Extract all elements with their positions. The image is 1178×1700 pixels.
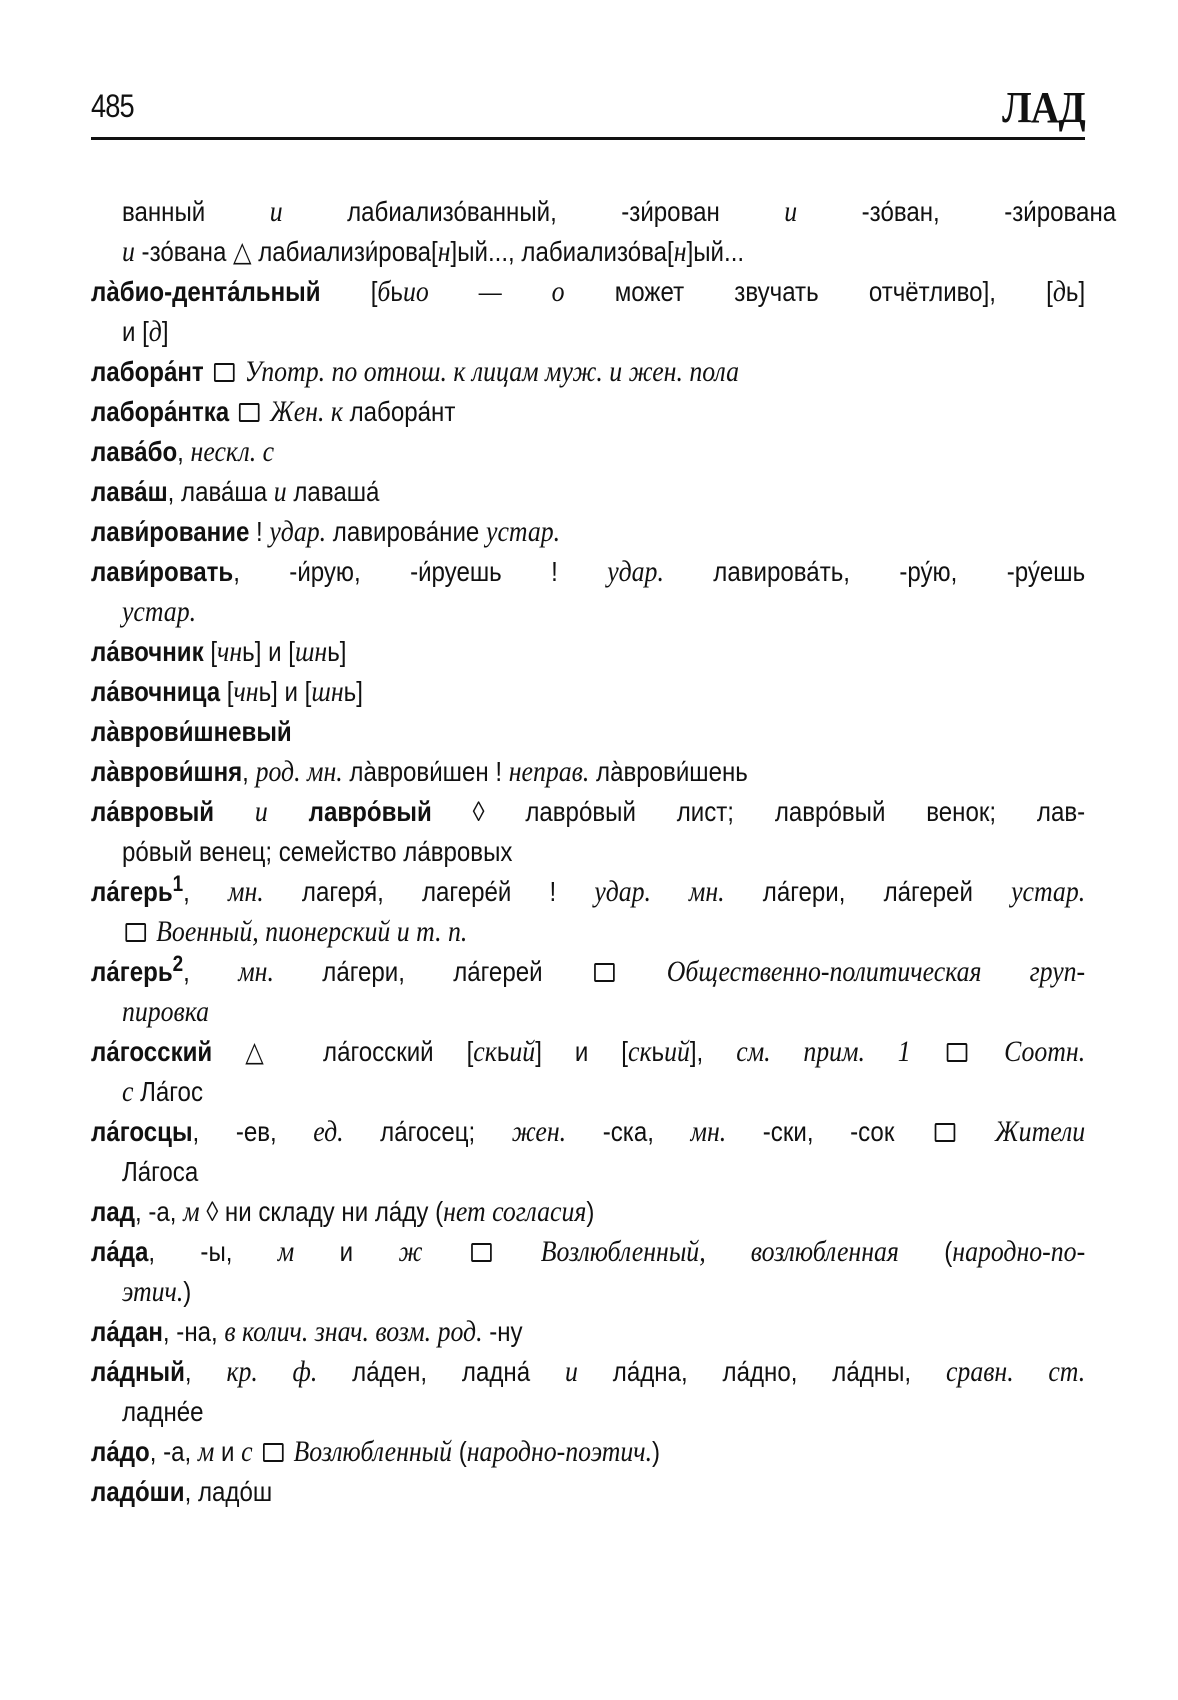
entry-text xyxy=(253,1436,260,1467)
entry-text: -зо́ван, -зи́рована xyxy=(797,196,1117,227)
entry-text: -ски, -сок xyxy=(726,1116,931,1147)
italic-note: и xyxy=(254,795,268,828)
italic-note: шн xyxy=(294,635,328,668)
italic-note: и xyxy=(273,475,287,508)
entry-text: [ xyxy=(220,676,234,707)
entry-continuation-line xyxy=(91,592,1116,632)
entry-continuation-line xyxy=(91,232,1116,272)
entry-line xyxy=(91,632,1085,672)
entry-text xyxy=(422,1236,467,1267)
entry-text: лавирова́ть, -ру́ю, -ру́ешь xyxy=(663,556,1086,587)
entry-text: ! xyxy=(249,516,270,547)
entry-text: лабора́нт xyxy=(342,396,456,427)
entry-text: ь] xyxy=(343,676,363,707)
entry-text: -ну xyxy=(482,1316,523,1347)
italic-note: с xyxy=(241,1435,253,1468)
italic-note: н xyxy=(673,235,687,268)
italic-note: м xyxy=(277,1235,295,1268)
italic-note: б xyxy=(377,275,391,308)
entry-text xyxy=(229,396,236,427)
headword: ла́дный xyxy=(91,1356,185,1387)
entry-text: ь] xyxy=(327,636,347,667)
entry-text: ь] xyxy=(1065,276,1086,307)
box-icon xyxy=(594,963,615,982)
entry-text: , ладо́ш xyxy=(184,1476,273,1507)
headword: ла́вровый xyxy=(91,796,215,827)
entry-text: Ла́гос xyxy=(133,1076,204,1107)
entry-line xyxy=(91,472,1085,512)
entry-text: , xyxy=(183,876,229,907)
headword: лабора́нт xyxy=(91,356,204,387)
dictionary-entries xyxy=(91,192,1117,1512)
homonym-index: 2 xyxy=(172,951,184,976)
entry-continuation-line xyxy=(91,1152,1116,1192)
headword: лава́бо xyxy=(91,436,178,467)
italic-note: неправ. xyxy=(508,755,590,788)
italic-note: и xyxy=(269,195,283,228)
entry-text xyxy=(204,356,211,387)
entry-text: и [ xyxy=(121,316,149,347)
italic-note: ий xyxy=(509,1035,536,1068)
header-rule xyxy=(91,137,1085,140)
entry-text: , -и́рую, -и́руешь ! xyxy=(233,556,608,587)
headword: ла́герь xyxy=(91,876,173,907)
italic-note: д xyxy=(148,315,162,348)
entry-text: ) xyxy=(586,1196,595,1227)
entry-text xyxy=(495,1236,540,1267)
entry-text: , xyxy=(184,1356,227,1387)
italic-note: Соотн. xyxy=(1004,1035,1086,1068)
italic-note: Возлюбленный, возлюбленная xyxy=(540,1235,899,1268)
entry-text: ], xyxy=(689,1036,737,1067)
entry-text: , лава́ша xyxy=(167,476,274,507)
entry-continuation-line xyxy=(91,312,1116,352)
entry-line xyxy=(91,672,1085,712)
headword: ладо́ши xyxy=(91,1476,185,1507)
italic-note: кр. ф. xyxy=(226,1355,318,1388)
italic-note: мн. xyxy=(238,955,274,988)
headword: ла́госцы xyxy=(91,1116,193,1147)
entry-text: ла́гери, ла́герей xyxy=(273,956,591,987)
entry-text xyxy=(618,956,666,987)
entry-line xyxy=(91,1352,1085,1392)
entry-text xyxy=(268,796,309,827)
entry-text: и xyxy=(214,1436,242,1467)
italic-note: в колич. знач. возм. род. xyxy=(224,1315,483,1348)
italic-note: устар. xyxy=(121,595,197,628)
entry-text: -ска, xyxy=(566,1116,691,1147)
italic-note: устар. xyxy=(1011,875,1086,908)
entry-continuation-line xyxy=(91,832,1116,872)
entry-text: -зо́вана △ лабиализи́рова[ xyxy=(134,236,438,267)
entry-text: ь xyxy=(496,1036,510,1067)
entry-text xyxy=(911,1036,944,1067)
entry-line xyxy=(91,352,1085,392)
italic-note: народно-по- xyxy=(952,1235,1086,1268)
entry-text: лагеря́, лагере́й ! xyxy=(263,876,595,907)
entry-text: ла̀врови́шень xyxy=(589,756,748,787)
entry-text xyxy=(149,916,156,947)
entry-line xyxy=(91,1312,1085,1352)
entry-continuation-line xyxy=(91,1072,1116,1112)
headword: ла́до xyxy=(91,1436,150,1467)
italic-note: удар. xyxy=(269,515,327,548)
italic-note: с xyxy=(121,1075,134,1108)
entry-text: △ ла́госский [ xyxy=(212,1036,474,1067)
entry-text: ) xyxy=(652,1436,661,1467)
italic-note: нескл. с xyxy=(190,435,275,468)
entry-text: , -а, xyxy=(134,1196,184,1227)
entry-text: Ла́госа xyxy=(121,1156,199,1187)
italic-note: см. прим. 1 xyxy=(736,1035,911,1068)
entry-text: ла́дна, ла́дно, ла́дны, xyxy=(577,1356,946,1387)
entry-continuation-line xyxy=(91,1392,1116,1432)
entry-line xyxy=(91,712,1085,752)
entry-text: , xyxy=(177,436,191,467)
running-head: ЛАД xyxy=(1002,83,1085,132)
italic-note: мн. xyxy=(690,1115,727,1148)
italic-note: Возлюбленный xyxy=(293,1435,453,1468)
headword: ла̀врови́шня xyxy=(91,756,243,787)
entry-text: ла́гери, ла́герей xyxy=(724,876,1012,907)
entry-text xyxy=(287,1436,294,1467)
entry-text: , -ев, xyxy=(192,1116,314,1147)
italic-note: ий xyxy=(664,1035,690,1068)
entry-line xyxy=(91,752,1085,792)
entry-text xyxy=(971,1036,1004,1067)
italic-note: ед. xyxy=(313,1115,344,1148)
entry-text: ◊ ни складу ни ла́ду ( xyxy=(199,1196,444,1227)
italic-note: Употр. по отнош. к лицам муж. и жен. пола xyxy=(244,355,740,388)
entry-text: лаваша́ xyxy=(286,476,380,507)
box-icon xyxy=(125,923,146,942)
entry-text: ванный xyxy=(121,196,270,227)
entry-text: ь xyxy=(390,276,403,307)
box-icon xyxy=(263,1443,284,1462)
entry-text: ь] и [ xyxy=(258,676,312,707)
entry-line xyxy=(91,552,1085,592)
entry-text: , -ы, xyxy=(148,1236,278,1267)
italic-note: Военный, пионерский и т. п. xyxy=(156,915,468,948)
italic-note: и xyxy=(784,195,798,228)
entry-text: ]ый... xyxy=(686,236,745,267)
entry-text: лавирова́ние xyxy=(326,516,486,547)
headword: ла́да xyxy=(91,1236,149,1267)
entry-continuation-line xyxy=(91,992,1116,1032)
page-number: 485 xyxy=(91,88,134,124)
entry-line xyxy=(91,1112,1085,1152)
italic-note: чн xyxy=(233,675,259,708)
box-icon xyxy=(471,1243,492,1262)
italic-note: м xyxy=(197,1435,215,1468)
box-icon xyxy=(214,363,235,382)
headword: лабора́нтка xyxy=(91,396,230,427)
italic-note: ио — о xyxy=(402,275,565,308)
italic-note: Общественно-политическая груп- xyxy=(666,955,1086,988)
entry-text: , -на, xyxy=(162,1316,225,1347)
entry-text: ] и [ xyxy=(535,1036,628,1067)
entry-text: может звучать отчётливо], [ xyxy=(564,276,1053,307)
entry-text: ( xyxy=(452,1436,467,1467)
italic-note: пировка xyxy=(121,995,210,1028)
italic-note: н xyxy=(437,235,451,268)
headword: лад xyxy=(91,1196,135,1227)
entry-continuation-line xyxy=(91,192,1116,232)
entry-line xyxy=(91,272,1085,312)
entry-line xyxy=(91,872,1085,912)
italic-note: Жители xyxy=(995,1115,1086,1148)
headword: ла́вочник xyxy=(91,636,204,667)
entry-text: ) xyxy=(183,1276,192,1307)
entry-text: , xyxy=(183,956,239,987)
entry-text: ]ый..., лабиализо́ва[ xyxy=(450,236,674,267)
entry-line xyxy=(91,792,1085,832)
entry-text: , xyxy=(242,756,256,787)
entry-line xyxy=(91,1032,1085,1072)
headword: ла̀врови́шневый xyxy=(91,716,292,747)
entry-text: ро́вый венец; семейство ла́вровых xyxy=(121,836,513,867)
entry-line xyxy=(91,512,1085,552)
headword: ла́вочница xyxy=(91,676,221,707)
italic-note: ск xyxy=(473,1035,497,1068)
italic-note: нет согласия xyxy=(443,1195,587,1228)
italic-note: удар. xyxy=(607,555,664,588)
italic-note: м xyxy=(183,1195,200,1228)
italic-note: д xyxy=(1052,275,1066,308)
box-icon xyxy=(239,403,260,422)
entry-text: лабиализо́ванный, -зи́рован xyxy=(282,196,785,227)
box-icon xyxy=(947,1043,968,1062)
headword: лавро́вый xyxy=(308,796,432,827)
entry-text: ◊ лавро́вый лист; лавро́вый венок; лав- xyxy=(431,796,1086,827)
page-header xyxy=(91,82,1085,134)
italic-note: сравн. ст. xyxy=(945,1355,1086,1388)
entry-text: ( xyxy=(898,1236,953,1267)
headword: лави́ровать xyxy=(91,556,234,587)
entry-text: , -а, xyxy=(149,1436,198,1467)
italic-note: ж xyxy=(398,1235,423,1268)
italic-note: чн xyxy=(217,635,243,668)
entry-text: [ xyxy=(320,276,378,307)
entry-continuation-line xyxy=(91,1272,1116,1312)
entry-text: ла́госец; xyxy=(343,1116,512,1147)
italic-note: жен. xyxy=(511,1115,567,1148)
headword: лави́рование xyxy=(91,516,250,547)
headword: ла́дан xyxy=(91,1316,163,1347)
entry-continuation-line xyxy=(91,912,1116,952)
italic-note: род. мн. xyxy=(255,755,343,788)
entry-line xyxy=(91,1472,1085,1512)
entry-line xyxy=(91,1432,1085,1472)
italic-note: устар. xyxy=(485,515,561,548)
entry-text xyxy=(214,796,255,827)
entry-text: ладне́е xyxy=(121,1396,204,1427)
italic-note: Жен. к xyxy=(270,395,343,428)
entry-line xyxy=(91,1232,1085,1272)
entry-line xyxy=(91,952,1085,992)
italic-note: удар. мн. xyxy=(594,875,725,908)
entry-text xyxy=(238,356,245,387)
italic-note: народно-поэтич. xyxy=(466,1435,653,1468)
entry-line xyxy=(91,392,1085,432)
entry-text: ] xyxy=(161,316,169,347)
entry-line xyxy=(91,1192,1085,1232)
entry-text: [ xyxy=(203,636,218,667)
box-icon xyxy=(934,1123,955,1142)
italic-note: шн xyxy=(311,675,344,708)
entry-line xyxy=(91,432,1085,472)
headword: ла̀био-дента́льный xyxy=(91,276,321,307)
headword: лава́ш xyxy=(91,476,168,507)
entry-text: ла́ден, ладна́ xyxy=(317,1356,566,1387)
entry-text: ла̀врови́шен ! xyxy=(342,756,509,787)
headword: ла́госский xyxy=(91,1036,213,1067)
homonym-index: 1 xyxy=(172,871,184,896)
italic-note: и xyxy=(565,1355,578,1388)
entry-text: ь xyxy=(651,1036,665,1067)
italic-note: этич. xyxy=(121,1275,184,1308)
italic-note: мн. xyxy=(228,875,264,908)
italic-note: ск xyxy=(627,1035,652,1068)
entry-text: ь] и [ xyxy=(242,636,295,667)
headword: ла́герь xyxy=(91,956,173,987)
entry-text xyxy=(958,1116,995,1147)
italic-note: и xyxy=(121,235,135,268)
entry-text: и xyxy=(294,1236,399,1267)
